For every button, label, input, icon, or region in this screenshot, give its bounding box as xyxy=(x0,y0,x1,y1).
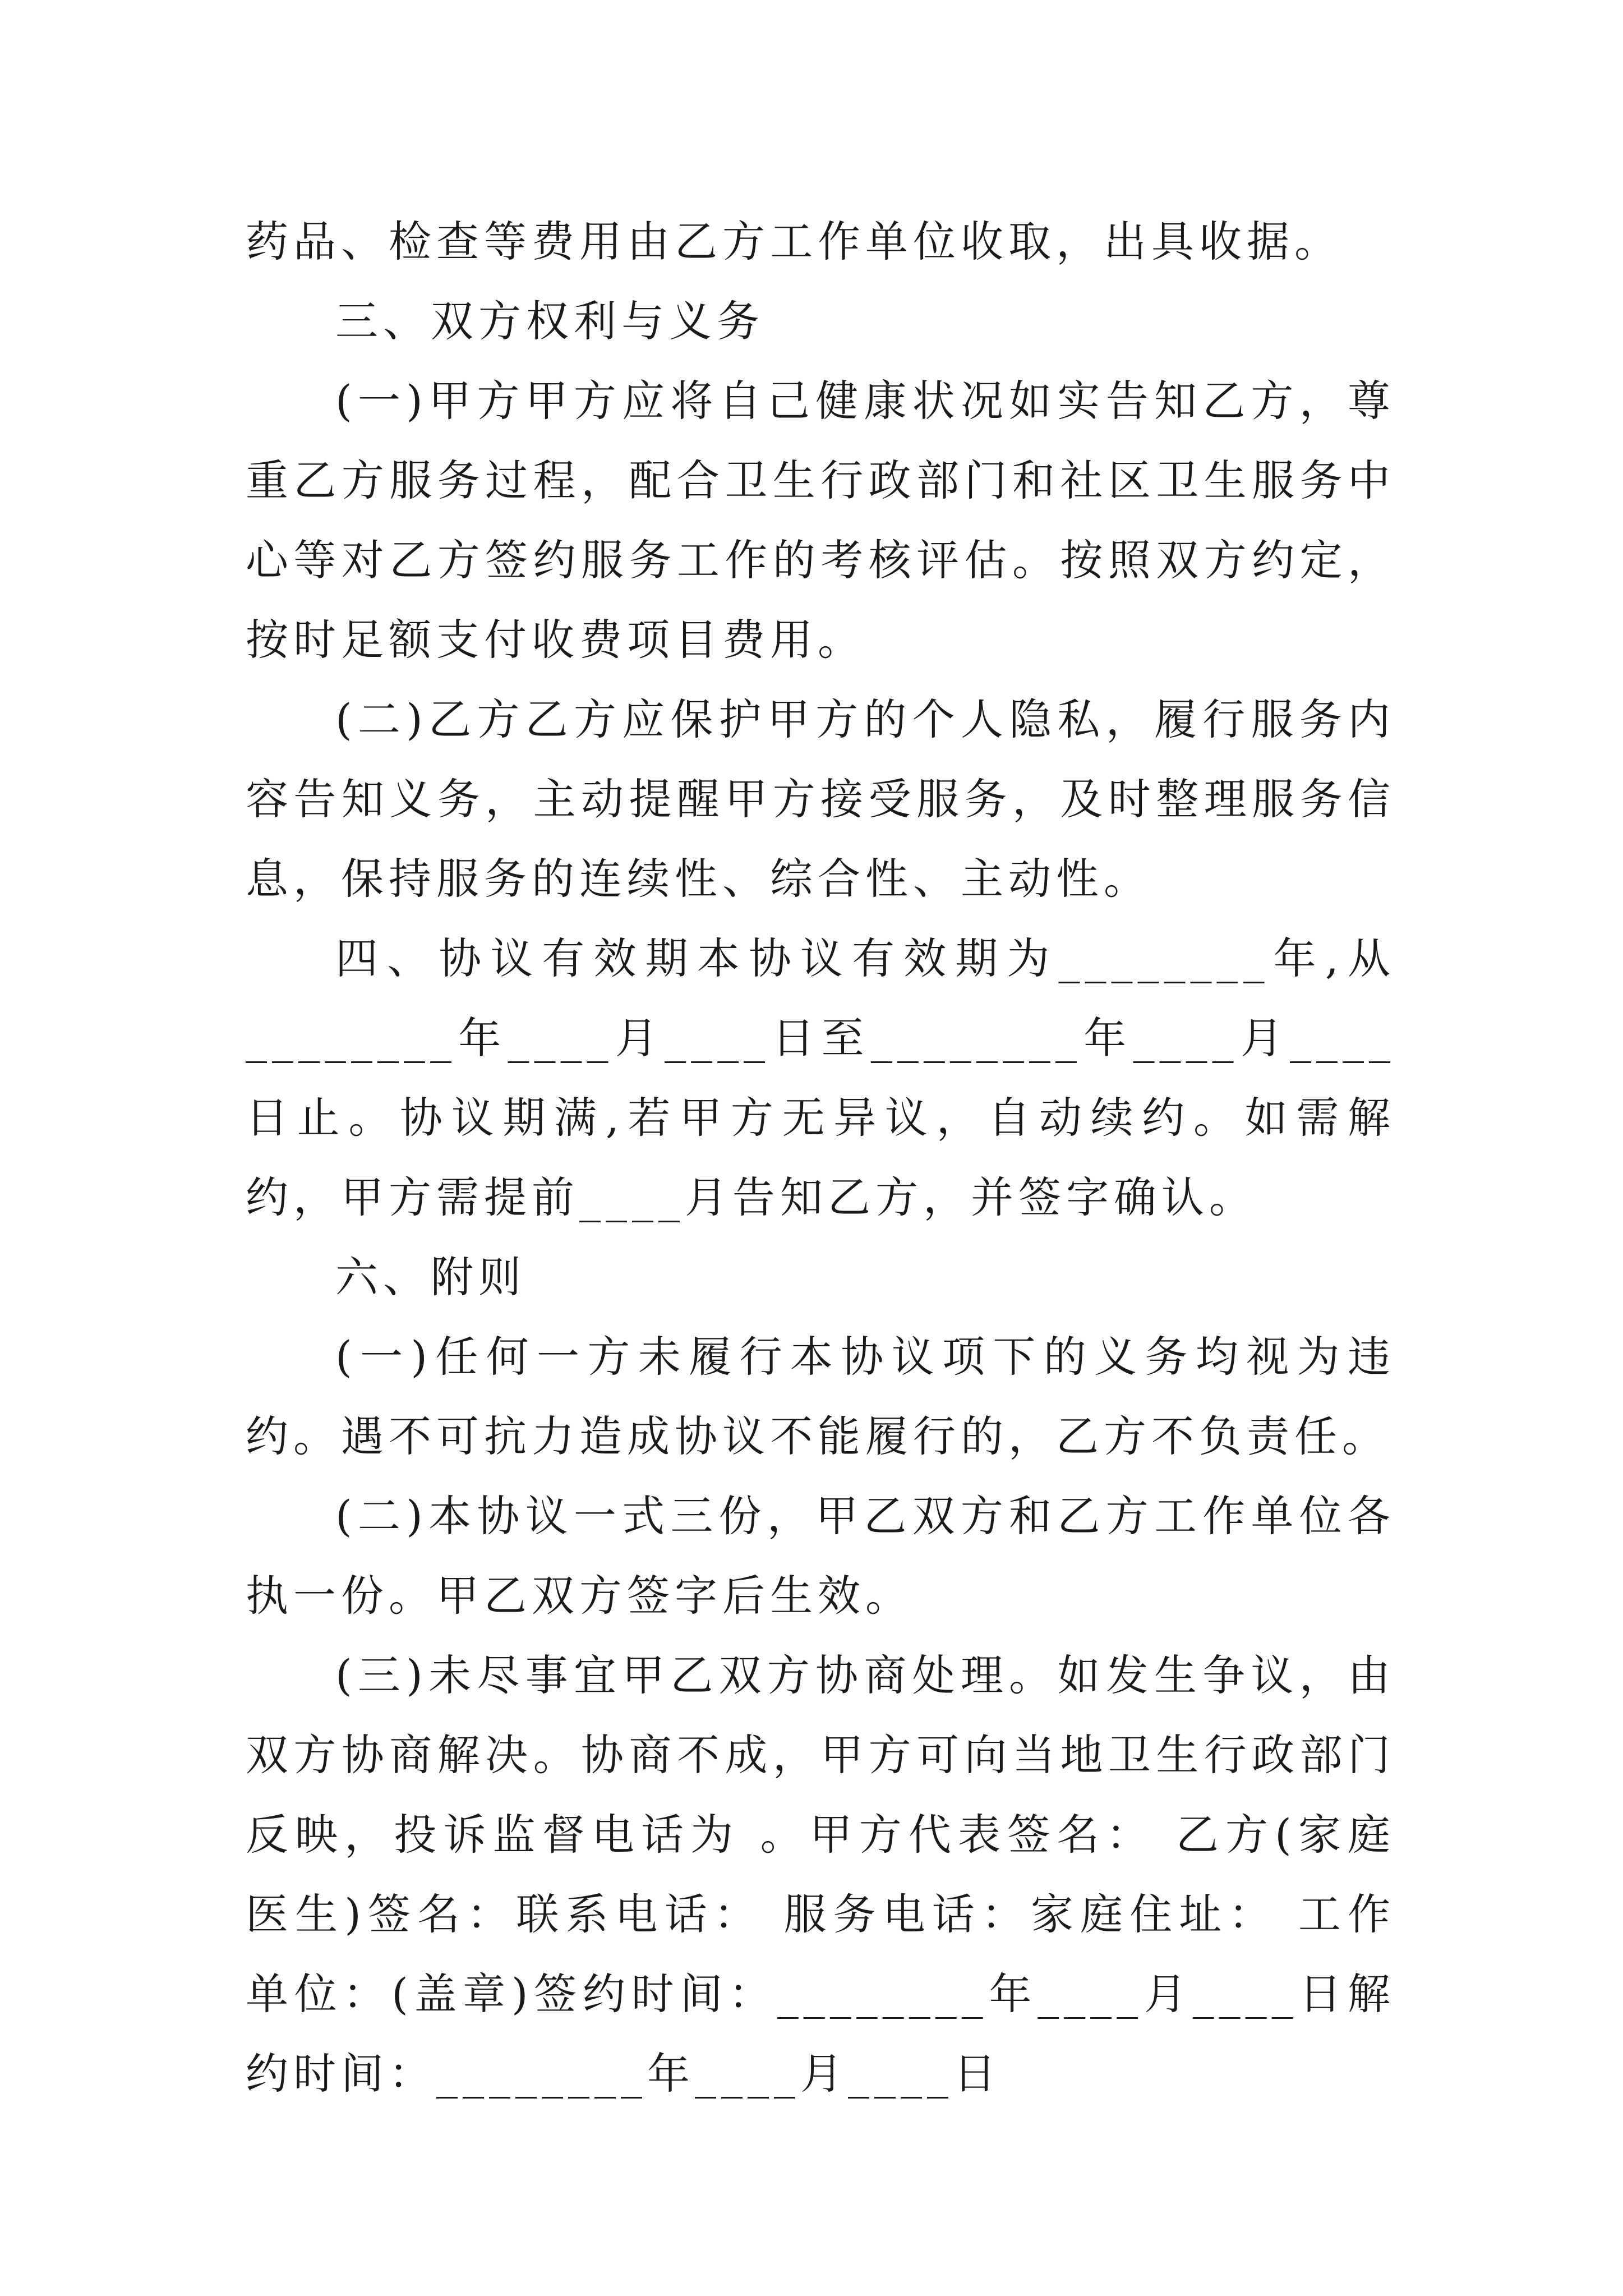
section-heading-rights-obligations: 三、双方权利与义务 xyxy=(335,296,764,346)
paragraph-party-a-obligations: (一)甲方甲方应将自己健康状况如实告知乙方，尊重乙方服务过程，配合卫生行政部门和社区卫生服务中心等对乙方签约服务工作的考核评估。按照双方约定，按时足额支付收费项目费用。 xyxy=(246,376,1395,665)
paragraph-disputes-signatures: (三)未尽事宜甲乙双方协商处理。如发生争议，由双方协商解决。协商不成，甲方可向当地卫生行政部门反映，投诉监督电话为 。甲方代表签名： 乙方(家庭医生)签名：联系电话： 服务电话：家庭住址： 工作单位：(盖章)签约时间：________年____月____日解约时间：________年____月____日 xyxy=(246,1650,1395,2099)
document-body xyxy=(246,202,1395,2114)
paragraph-validity-period: 四、协议有效期本协议有效期为________年,从________年____月____日至________年____月____日止。协议期满,若甲方无异议，自动续约。如需解约，甲方需提前____月告知乙方，并签字确认。 xyxy=(246,933,1395,1222)
paragraph-breach: (一)任何一方未履行本协议项下的义务均视为违约。遇不可抗力造成协议不能履行的，乙方不负责任。 xyxy=(246,1332,1395,1461)
paragraph-copies: (二)本协议一式三份，甲乙双方和乙方工作单位各执一份。甲乙双方签字后生效。 xyxy=(246,1491,1395,1621)
paragraph-party-b-obligations: (二)乙方乙方应保护甲方的个人隐私，履行服务内容告知义务，主动提醒甲方接受服务，及时整理服务信息，保持服务的连续性、综合性、主动性。 xyxy=(246,694,1395,904)
section-heading-supplementary: 六、附则 xyxy=(335,1252,526,1302)
paragraph-fees: 药品、检查等费用由乙方工作单位收取，出具收据。 xyxy=(246,217,1342,266)
